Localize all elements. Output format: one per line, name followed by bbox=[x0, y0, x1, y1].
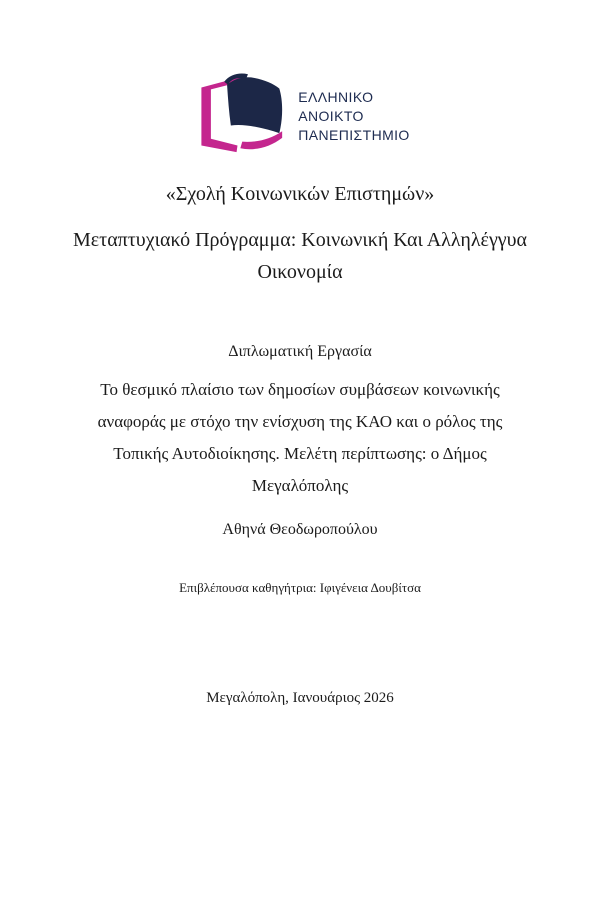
open-book-logo-icon bbox=[190, 72, 285, 160]
university-logo bbox=[0, 72, 600, 160]
university-name-line-2: ΑΝΟΙΚΤΟ bbox=[298, 107, 364, 124]
university-name-line-1: ΕΛΛΗΝΙΚΟ bbox=[298, 88, 374, 105]
supervisor-line: Επιβλέπουσα καθηγήτρια: Ιφιγένεια Δουβίτσα bbox=[179, 580, 421, 595]
author-name: Αθηνά Θεοδωροπούλου bbox=[222, 521, 378, 538]
program-title bbox=[0, 224, 600, 288]
thesis-title-line-3: Τοπικής Αυτοδιοίκησης. Μελέτη περίπτωσης: ο Δήμος bbox=[113, 444, 487, 463]
thesis-title bbox=[0, 374, 600, 502]
university-name-line-3: ΠΑΝΕΠΙΣΤΗΜΙΟ bbox=[298, 126, 410, 143]
place-date-line: Μεγαλόπολη, Ιανουάριος 2026 bbox=[206, 690, 394, 706]
logo-page-swoosh-shape bbox=[241, 131, 283, 149]
thesis-title-line-2: αναφοράς με στόχο την ενίσχυση της ΚΑΟ και ο ρόλος της bbox=[97, 412, 503, 431]
program-title-line-1: Μεταπτυχιακό Πρόγραμμα: Κοινωνική Και Αλληλέγγυα bbox=[72, 229, 528, 251]
school-title: «Σχολή Κοινωνικών Επιστημών» bbox=[165, 183, 435, 205]
program-title-line-2: Οικονομία bbox=[257, 261, 343, 283]
thesis-title-line-1: Το θεσμικό πλαίσιο των δημοσίων συμβάσεων κοινωνικής bbox=[100, 380, 500, 399]
thesis-type-label: Διπλωματική Εργασία bbox=[228, 343, 372, 360]
university-name bbox=[298, 88, 409, 145]
logo-book-page-shape bbox=[227, 77, 282, 133]
thesis-title-line-4: Μεγαλόπολης bbox=[251, 476, 349, 495]
thesis-cover-page bbox=[0, 72, 600, 921]
